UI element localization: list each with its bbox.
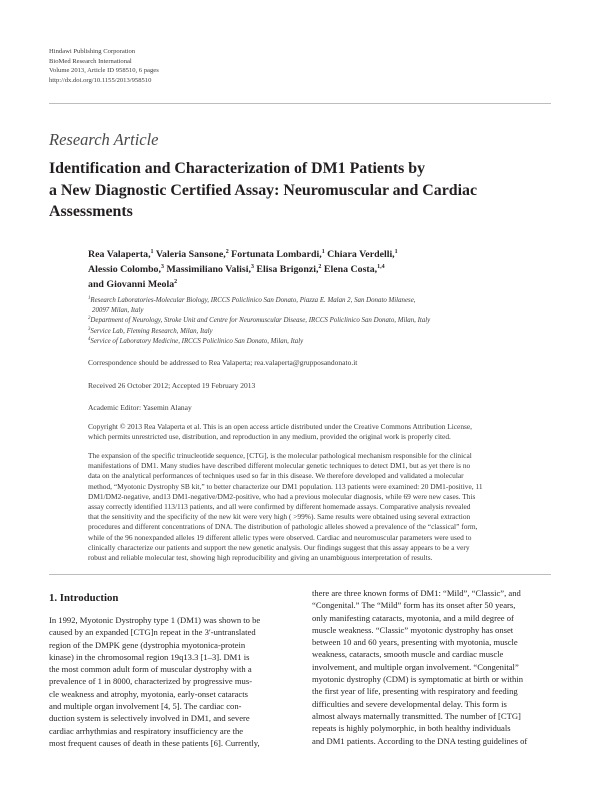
abstract-line: procedures and different concentrations of DNA. The distribution of pathologic alleles showed a prevalence of the “classical” form, bbox=[88, 522, 478, 532]
header-divider bbox=[49, 103, 551, 104]
author-affil-ref: 2 bbox=[318, 264, 322, 270]
author-list bbox=[88, 247, 558, 292]
abstract-line: The expansion of the specific trinucleotide sequence, [CTG], is the molecular pathological mechanism responsible for the clinical bbox=[88, 451, 472, 460]
author-affil-ref: 1,4 bbox=[377, 264, 385, 270]
body-line: between 10 and 60 years, presenting with myotonia, muscle bbox=[312, 637, 518, 648]
affiliation-text: 20097 Milan, Italy bbox=[92, 307, 144, 315]
affiliation-text: Department of Neurology, Stroke Unit and Centre for Neuromuscular Disease, IRCCS Policlinico San Donato, Milan, Italy bbox=[90, 317, 431, 325]
body-line: almost always maternally transmitted. The number of [CTG] bbox=[312, 710, 521, 721]
author-name: Elena Costa, bbox=[321, 264, 378, 275]
body-line: the most common adult form of muscular dystrophy with a bbox=[49, 664, 252, 675]
abstract-line: clinically characterize our patients and support the new genetic analysis. Our findings suggest that this assay appears to be a very bbox=[88, 542, 470, 552]
body-line: cardiac arrhythmias and respiratory insufficiency are the bbox=[49, 725, 244, 736]
body-line: only manifesting cataracts, myotonia, and a mild degree of bbox=[312, 612, 514, 623]
body-line: most frequent causes of death in these patients [6]. Currently, bbox=[49, 737, 260, 748]
author-affil-ref: 1 bbox=[321, 249, 325, 255]
body-line: myotonic dystrophy (CDM) is symptomatic at birth or within bbox=[312, 674, 524, 685]
abstract-line: while of the 96 nonexpanded alleles 19 different allelic types were observed. Cardiac and neuromuscular parameters were used to bbox=[88, 532, 472, 542]
body-line: kinase) in the chromosomal region 19q13.3 [1–3]. DM1 is bbox=[49, 651, 250, 662]
title-line: Identification and Characterization of DM1 Patients by bbox=[49, 160, 426, 177]
intro-left-column bbox=[49, 614, 299, 749]
author-line bbox=[88, 247, 558, 262]
publisher: Hindawi Publishing Corporation bbox=[49, 48, 136, 55]
author-affil-ref: 3 bbox=[160, 264, 164, 270]
author-name: Valeria Sansone, bbox=[153, 249, 226, 260]
body-line: weakness, cataracts, smooth muscle and cardiac muscle bbox=[312, 649, 504, 660]
affiliation-number: 3 bbox=[88, 326, 91, 332]
author-line bbox=[88, 262, 558, 277]
affiliation-text: Research Laboratories-Molecular Biology, IRCCS Policlinico San Donato, Piazza E. Malan 2, San Donato Milanese, bbox=[90, 297, 416, 304]
author-affil-ref: 1 bbox=[394, 249, 398, 255]
doi-link[interactable]: http://dx.doi.org/10.1155/2013/958510 bbox=[49, 76, 152, 84]
body-line: region of the DMPK gene (dystrophia myotonica-protein bbox=[49, 639, 246, 650]
body-line: prevalence of 1 in 8000, characterized by progressive mus- bbox=[49, 676, 253, 687]
copyright-line: which permits unrestricted use, distribution, and reproduction in any medium, provided the original work is properly cited. bbox=[88, 432, 451, 442]
title-line: Assessments bbox=[49, 203, 133, 220]
received-dates: Received 26 October 2012; Accepted 19 February 2013 bbox=[88, 381, 256, 390]
body-line: “Congenital.” The “Mild” form has its onset after 50 years, bbox=[312, 600, 516, 611]
abstract-divider bbox=[49, 574, 551, 575]
affiliation bbox=[88, 316, 558, 326]
body-line: and multiple organ involvement [4, 5]. The cardiac con- bbox=[49, 701, 242, 712]
body-line: duction system is selectively involved in DM1, and severe bbox=[49, 713, 250, 724]
affiliation-text: Service of Laboratory Medicine, IRCCS Policlinico San Donato, Milan, Italy bbox=[90, 337, 304, 345]
copyright-line: Copyright © 2013 Rea Valaperta et al. This is an open access article distributed under the Creative Commons Attribution License, bbox=[88, 422, 473, 431]
section-heading: 1. Introduction bbox=[49, 592, 119, 604]
author-name: Rea Valaperta, bbox=[88, 249, 151, 260]
title-line: a New Diagnostic Certified Assay: Neuromuscular and Cardiac bbox=[49, 181, 477, 199]
body-line: muscle weakness. “Classic” myotonic dystrophy has onset bbox=[312, 624, 514, 635]
copyright-notice bbox=[88, 422, 553, 442]
body-line: there are three known forms of DM1: “Mild”, “Classic”, and bbox=[312, 588, 521, 598]
author-name: Alessio Colombo, bbox=[88, 264, 161, 275]
author-name: and Giovanni Meola bbox=[88, 279, 175, 290]
author-affil-ref: 2 bbox=[174, 279, 178, 285]
journal-meta bbox=[49, 47, 159, 85]
abstract-line: data on the analytical performances of techniques used so far in this disease. We therefore developed and validated a molecular bbox=[88, 471, 464, 481]
body-line: difficulties and severe developmental delay. This form is bbox=[312, 698, 507, 709]
article-title bbox=[49, 158, 559, 223]
abstract bbox=[88, 451, 553, 563]
abstract-line: DM1/DM2-negative, and13 DM1-negative/DM2-positive, who had a previous molecular diagnosis, while 69 were new cases. This bbox=[88, 491, 476, 501]
author-name: Elisa Brigonzi, bbox=[253, 264, 319, 275]
body-line: cle weakness and atrophy, myotonia, early-onset cataracts bbox=[49, 688, 248, 699]
journal-name: BioMed Research International bbox=[49, 57, 132, 65]
volume-line: Volume 2013, Article ID 958510, 6 pages bbox=[49, 67, 159, 75]
affiliation-text: Service Lab, Fleming Research, Milan, Italy bbox=[90, 327, 213, 335]
abstract-line: robust and reliable molecular test, showing high reproducibility and giving an unambiguous interpretation of results. bbox=[88, 553, 433, 563]
affiliations bbox=[88, 296, 558, 347]
author-affil-ref: 3 bbox=[250, 264, 254, 270]
author-name: Massimiliano Valisi, bbox=[163, 264, 251, 275]
correspondence: Correspondence should be addressed to Rea Valaperta; rea.valaperta@grupposandonato.it bbox=[88, 358, 358, 367]
affiliation-number: 4 bbox=[88, 336, 91, 342]
affiliation bbox=[88, 337, 558, 347]
author-name: Chiara Verdelli, bbox=[324, 249, 395, 260]
abstract-line: that the sensitivity and the specificity of the new kit were very high ( >99%). Same results were obtained using several extraction bbox=[88, 512, 471, 522]
body-line: caused by an expanded [CTG]n repeat in the 3′-untranslated bbox=[49, 627, 256, 638]
affiliation bbox=[88, 296, 558, 306]
affiliation bbox=[88, 327, 558, 337]
abstract-line: manifestations of DM1. Many studies have described different molecular genetic techniques to detect DM1, but as yet there is no bbox=[88, 461, 471, 471]
article-type: Research Article bbox=[49, 130, 159, 149]
author-name: Fortunata Lombardi, bbox=[228, 249, 322, 260]
body-line: involvement, and multiple organ involvement. “Congenital” bbox=[312, 661, 519, 672]
academic-editor: Academic Editor: Yasemin Alanay bbox=[88, 403, 192, 412]
body-line: the first year of life, presenting with respiratory and feeding bbox=[312, 686, 518, 697]
author-line bbox=[88, 277, 558, 292]
body-line: In 1992, Myotonic Dystrophy type 1 (DM1) was shown to be bbox=[49, 615, 261, 625]
body-line: and DM1 patients. According to the DNA testing guidelines of bbox=[312, 735, 528, 746]
abstract-line: method, “Myotonic Dystrophy SB kit,” to better characterize our DM1 population. 113 patients were examined: 20 DM1-positive, 11 bbox=[88, 481, 483, 491]
affiliation-number: 1 bbox=[88, 296, 91, 301]
affiliation-number: 2 bbox=[88, 316, 91, 322]
body-line: repeats is highly polymorphic, in both healthy individuals bbox=[312, 723, 511, 734]
abstract-line: assay correctly identified 113/113 patients, and all were confirmed by different homemade assays. Comparative analysis revealed bbox=[88, 502, 471, 512]
intro-right-column bbox=[312, 587, 552, 747]
author-affil-ref: 2 bbox=[225, 249, 229, 255]
affiliation bbox=[88, 306, 558, 316]
author-affil-ref: 1 bbox=[150, 249, 154, 255]
